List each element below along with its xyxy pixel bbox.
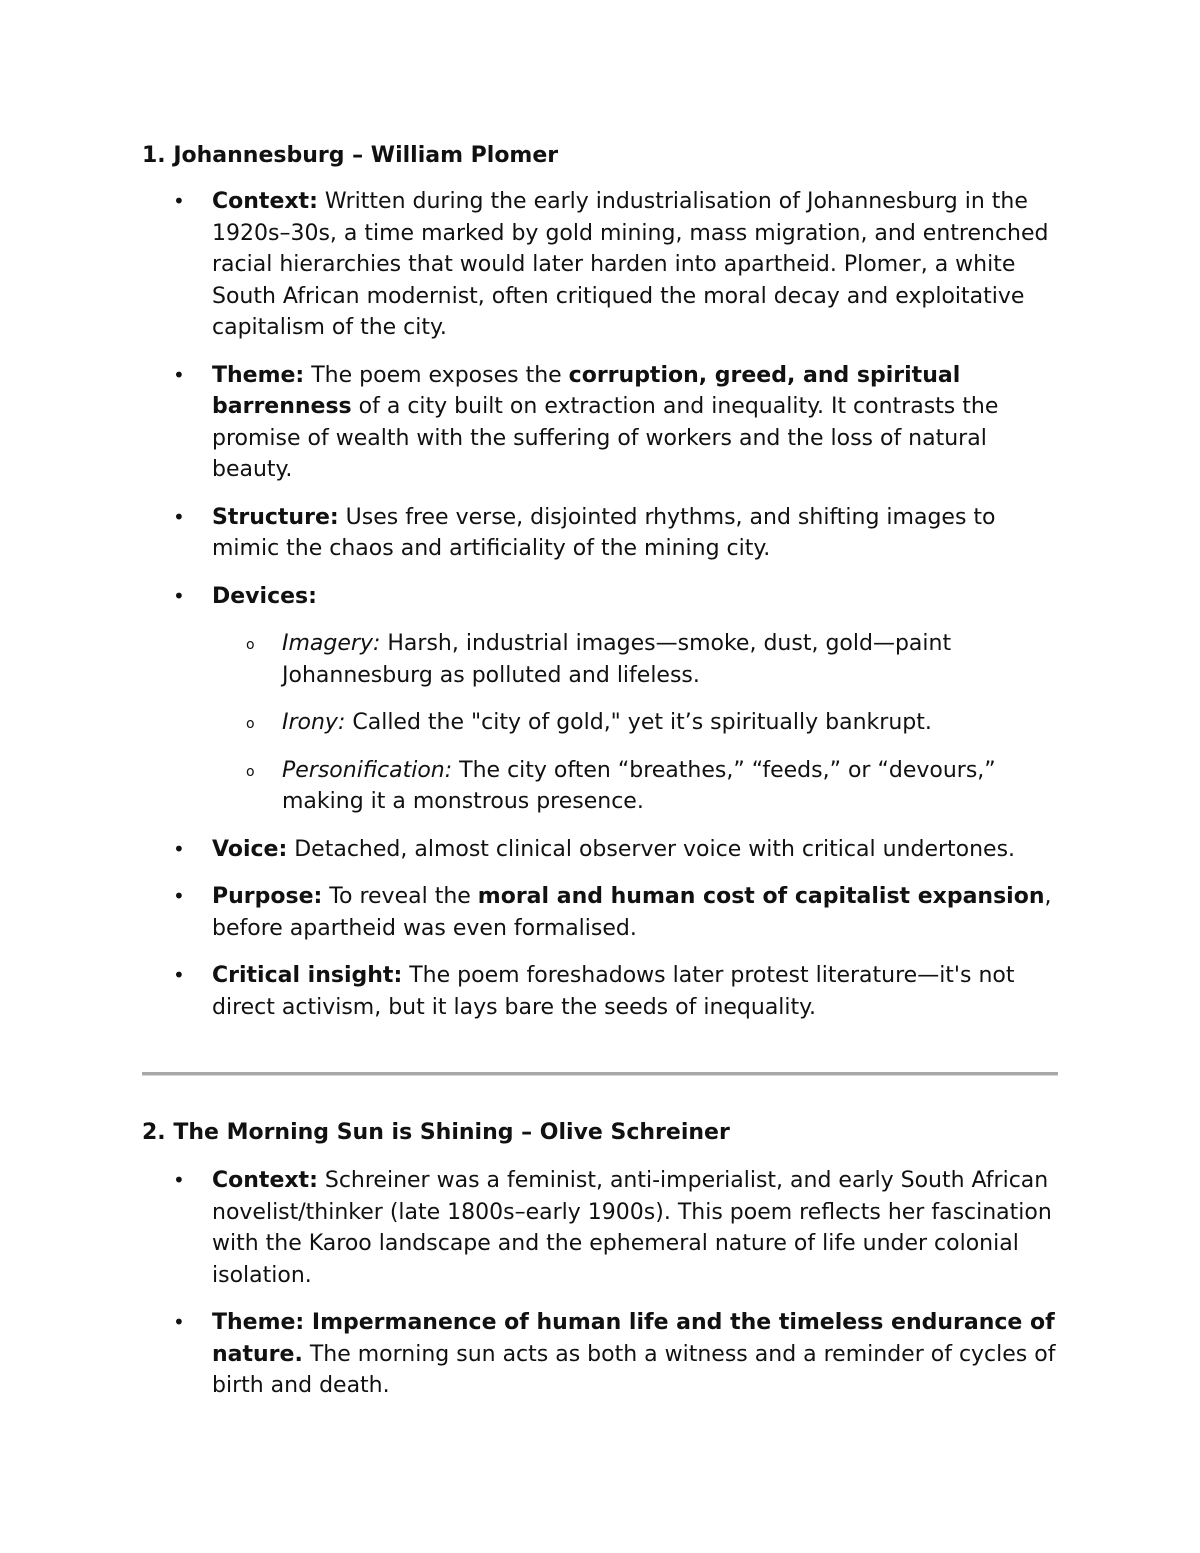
sub-bullet-marker: o: [246, 716, 255, 732]
sub-item-text: Called the "city of gold," yet it’s spiritually bankrupt.: [345, 710, 932, 735]
bullet-label: Voice:: [212, 836, 288, 862]
sub-item-text: Harsh, industrial images—smoke, dust, gold—paint Johannesburg as polluted and lifeless.: [282, 631, 952, 688]
bullet-marker: •: [173, 504, 185, 529]
bullet-marker: •: [173, 189, 185, 213]
bullet-label: Devices:: [212, 583, 317, 609]
bullet-text: The poem exposes the: [304, 362, 569, 388]
bullet-marker: •: [173, 963, 185, 987]
bullet-marker: •: [173, 362, 185, 387]
section2-bullet-list: [142, 1165, 1062, 1402]
bullet-label: Critical insight:: [212, 963, 403, 988]
bullet-text: The morning sun acts as both a witness and a reminder of cycles of birth and death.: [212, 1341, 1056, 1398]
sub-bullet-marker: o: [246, 637, 255, 653]
section-heading-morning-sun: 2. The Morning Sun is Shining – Olive Schreiner: [142, 1120, 730, 1145]
bullet-text: The poem foreshadows later protest literature—it's not direct activism, but it lays bare the seeds of inequality.: [212, 963, 1015, 1020]
bullet-label: Context:: [212, 1168, 318, 1193]
sub-item-personification: [212, 755, 1062, 818]
bullet-label: Structure:: [212, 504, 339, 530]
bullet-label: Theme:: [212, 362, 305, 388]
bullet-text: Schreiner was a feminist, anti-imperialist, and early South African novelist/thinker (late 1800s–early 1900s). This poem reflects her fascination with the Karoo landscape and the ephemeral nature of life under colonial isolation.: [212, 1168, 1052, 1288]
sub-item-irony: [212, 707, 1062, 739]
section-heading-johannesburg: 1. Johannesburg – William Plomer: [142, 143, 559, 168]
bullet-label: Theme: Impermanence of human life and the timeless endurance of nature.: [212, 1310, 1055, 1367]
bullet-structure: [142, 502, 1062, 565]
bullet-text: Written during the early industrialisation of Johannesburg in the 1920s–30s, a time marked by gold mining, mass migration, and entrenched racial hierarchies that would later harden into apartheid. Plomer, a white South African modernist, often critiqued the moral decay and exploitative capitalism of the city.: [212, 189, 1049, 340]
bullet-marker: •: [173, 1310, 185, 1334]
bullet-marker: •: [173, 1168, 185, 1192]
bullet-label: Purpose:: [212, 884, 323, 909]
sub-item-text: The city often “breathes,” “feeds,” or “devours,” making it a monstrous presence.: [282, 757, 996, 814]
bullet-voice: [142, 834, 1062, 866]
bullet-purpose: [142, 881, 1062, 944]
section1-bullet-list: [142, 186, 1062, 1023]
bullet-marker: •: [173, 884, 185, 908]
bullet-context: [142, 186, 1062, 344]
devices-sub-list: [212, 628, 1062, 818]
bullet-marker: •: [173, 583, 185, 608]
sub-bullet-marker: o: [246, 763, 255, 780]
bullet-critical-insight: [142, 960, 1062, 1023]
bullet-label: Context:: [212, 189, 318, 214]
bullet-emphasis: moral and human cost of capitalist expansion: [477, 884, 1045, 909]
sub-item-label: Imagery:: [282, 631, 381, 656]
sub-item-label: Personification:: [282, 757, 453, 783]
bullet-emphasis: corruption, greed, and spiritual barrenness: [212, 362, 961, 419]
sub-item-imagery: [212, 628, 1062, 691]
bullet-text: To reveal the: [322, 884, 478, 909]
bullet-context: [142, 1165, 1062, 1291]
bullet-text: , before apartheid was even formalised.: [212, 884, 1052, 941]
bullet-theme: [142, 360, 1062, 486]
horizontal-rule: [142, 1072, 1058, 1076]
bullet-marker: •: [173, 836, 185, 861]
bullet-text: of a city built on extraction and inequality. It contrasts the promise of wealth with the suffering of workers and the loss of natural beauty.: [212, 394, 999, 482]
sub-item-label: Irony:: [282, 710, 346, 735]
bullet-text: Detached, almost clinical observer voice with critical undertones.: [287, 836, 1016, 862]
bullet-text: Uses free verse, disjointed rhythms, and shifting images to mimic the chaos and artificiality of the mining city.: [212, 504, 996, 561]
bullet-devices: [142, 581, 1062, 818]
bullet-theme: [142, 1307, 1062, 1402]
